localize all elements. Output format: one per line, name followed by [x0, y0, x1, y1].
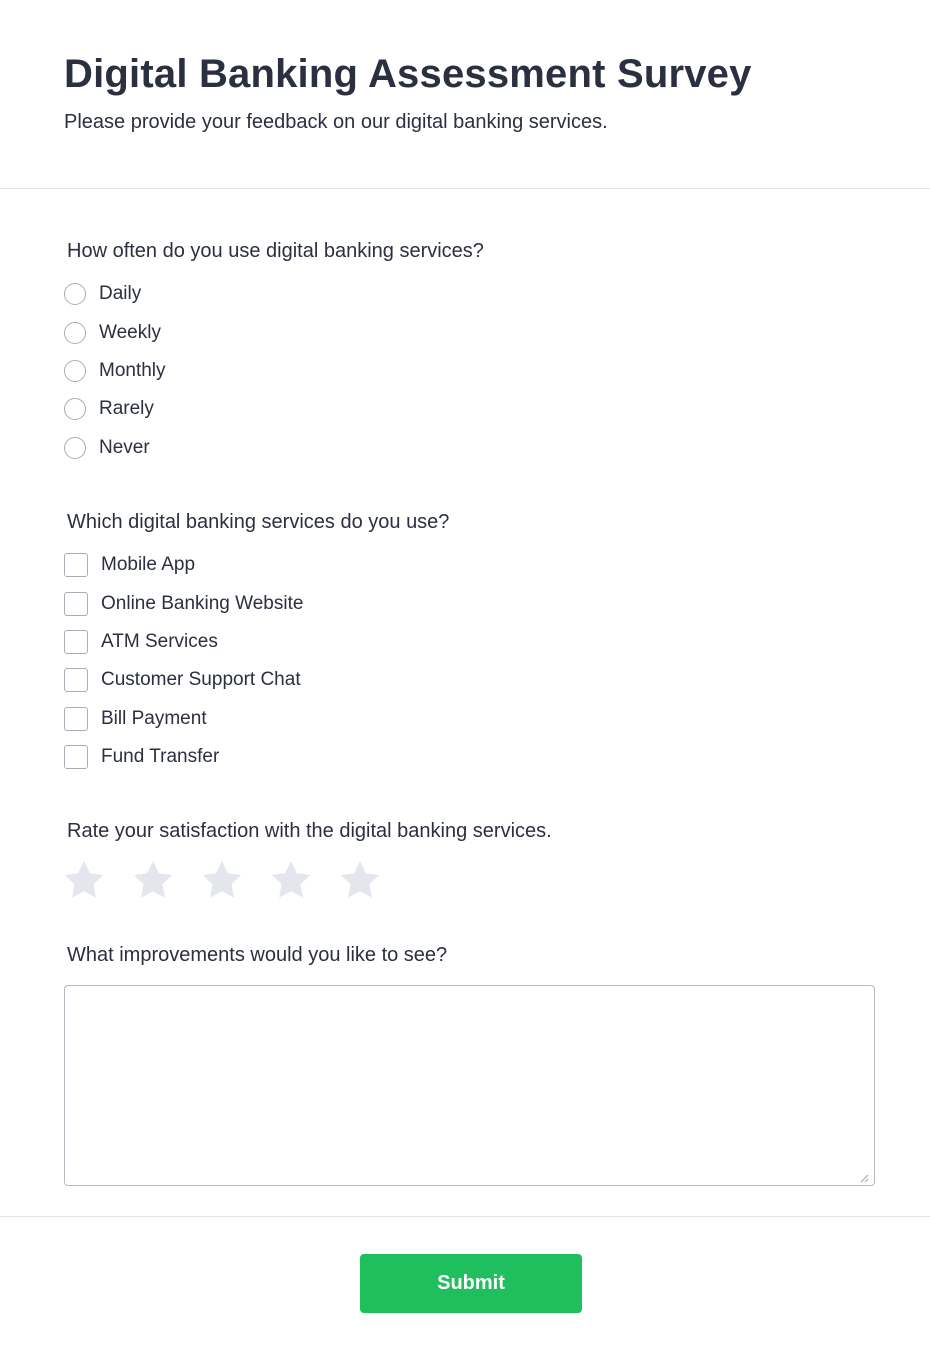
- checkbox-option-online-banking-website[interactable]: [64, 591, 303, 617]
- resize-handle-icon[interactable]: [859, 1170, 869, 1180]
- radio-button[interactable]: [64, 437, 86, 459]
- radio-option-monthly[interactable]: [64, 358, 166, 384]
- checkbox-label: ATM Services: [101, 631, 218, 652]
- checkbox-label: Bill Payment: [101, 708, 207, 729]
- star-icon[interactable]: [339, 860, 381, 900]
- checkbox[interactable]: [64, 668, 88, 692]
- checkbox-option-customer-support-chat[interactable]: [64, 667, 301, 693]
- radio-option-rarely[interactable]: [64, 396, 154, 422]
- checkbox[interactable]: [64, 630, 88, 654]
- radio-label: Rarely: [99, 398, 154, 419]
- radio-label: Never: [99, 437, 150, 458]
- star-icon[interactable]: [201, 860, 243, 900]
- radio-label: Monthly: [99, 360, 166, 381]
- star-icon[interactable]: [132, 860, 174, 900]
- checkbox[interactable]: [64, 553, 88, 577]
- checkbox-option-fund-transfer[interactable]: [64, 744, 219, 770]
- radio-label: Daily: [99, 283, 142, 304]
- star-icon[interactable]: [63, 860, 105, 900]
- improvements-textarea-wrapper[interactable]: [64, 985, 875, 1186]
- radio-label: Weekly: [99, 322, 161, 343]
- improvements-question: What improvements would you like to see?: [67, 944, 448, 966]
- checkbox-label: Online Banking Website: [101, 593, 304, 614]
- checkbox[interactable]: [64, 592, 88, 616]
- star-icon[interactable]: [270, 860, 312, 900]
- services-question: Which digital banking services do you use?: [67, 511, 450, 533]
- checkbox-label: Fund Transfer: [101, 746, 220, 767]
- radio-button[interactable]: [64, 283, 86, 305]
- star-rating[interactable]: [63, 860, 408, 900]
- rating-question: Rate your satisfaction with the digital banking services.: [67, 820, 552, 842]
- checkbox-option-bill-payment[interactable]: [64, 706, 207, 732]
- page-title: Digital Banking Assessment Survey: [64, 52, 752, 96]
- survey-header: [0, 0, 930, 189]
- radio-option-weekly[interactable]: [64, 320, 161, 346]
- page-subtitle: Please provide your feedback on our digital banking services.: [64, 111, 608, 133]
- checkbox-option-mobile-app[interactable]: [64, 552, 195, 578]
- radio-button[interactable]: [64, 322, 86, 344]
- frequency-question: How often do you use digital banking services?: [67, 240, 484, 262]
- improvements-textarea[interactable]: [65, 986, 874, 1185]
- radio-option-never[interactable]: [64, 435, 150, 461]
- radio-option-daily[interactable]: [64, 281, 141, 307]
- checkbox[interactable]: [64, 707, 88, 731]
- checkbox-option-atm-services[interactable]: [64, 629, 218, 655]
- radio-button[interactable]: [64, 360, 86, 382]
- radio-button[interactable]: [64, 398, 86, 420]
- checkbox[interactable]: [64, 745, 88, 769]
- checkbox-label: Customer Support Chat: [101, 669, 301, 690]
- footer-divider: [0, 1216, 930, 1217]
- checkbox-label: Mobile App: [101, 554, 196, 575]
- submit-button[interactable]: Submit: [360, 1254, 582, 1313]
